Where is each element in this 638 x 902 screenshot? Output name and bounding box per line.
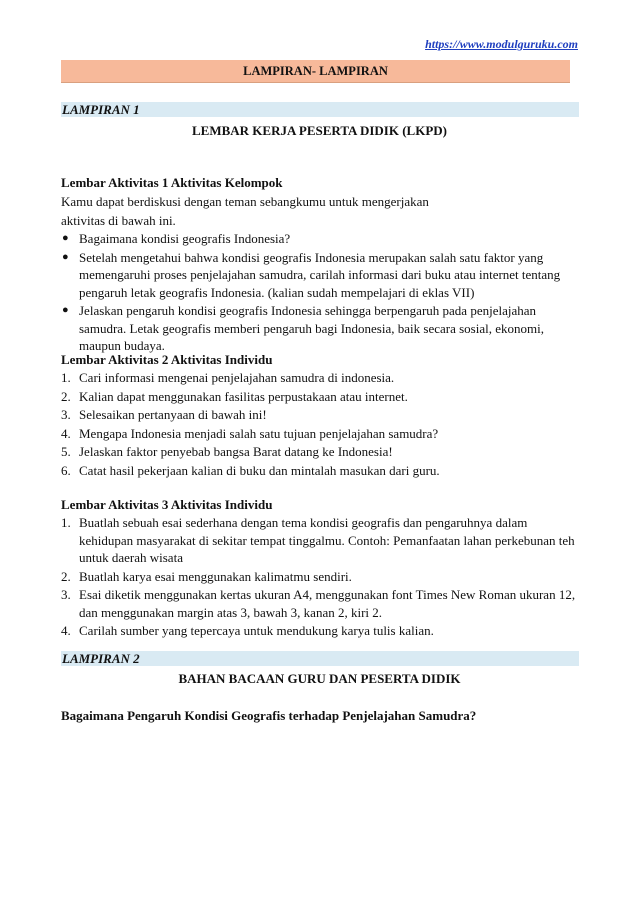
list-number: 1. <box>61 370 71 385</box>
list-item-text: Setelah mengetahui bahwa kondisi geografis Indonesia merupakan salah satu faktor yang memengaruhi proses penjelajahan samudra, carilah informasi dari buku atau internet tentang pengaruh letak geografis Indonesia. (kalian sudah mempelajari di eklas VII) <box>79 249 561 300</box>
list-item <box>61 369 581 387</box>
bullet-icon: ● <box>62 250 69 263</box>
list-item <box>61 302 581 355</box>
list-number: 2. <box>61 388 71 404</box>
aktivitas-2-list <box>61 369 581 479</box>
list-item-text: Kalian dapat menggunakan fasilitas perpustakaan atau internet. <box>79 388 408 404</box>
list-item <box>61 586 581 621</box>
list-item <box>61 425 581 443</box>
list-number: 4. <box>61 425 71 441</box>
list-number: 3. <box>61 587 71 602</box>
list-item <box>61 388 581 406</box>
lampiran-title-banner: LAMPIRAN- LAMPIRAN <box>61 60 570 83</box>
list-item-text: Buatlah karya esai menggunakan kalimatmu sendiri. <box>79 568 352 584</box>
list-number: 3. <box>61 407 71 422</box>
list-number: 2. <box>61 568 71 584</box>
aktivitas-3-heading: Lembar Aktivitas 3 Aktivitas Individu <box>61 497 273 512</box>
list-item <box>61 443 581 461</box>
list-item-text: Jelaskan pengaruh kondisi geografis Indonesia sehingga berpengaruh pada penjelajahan samudra. Letak geografis memberi pengaruh bagi Indonesia, baik secara sosial, ekonomi, maupun budaya. <box>79 303 544 353</box>
aktivitas-1-intro-line-2: aktivitas di bawah ini. <box>61 213 176 228</box>
aktivitas-3-list <box>61 514 581 640</box>
list-item-text: Catat hasil pekerjaan kalian di buku dan mintalah masukan dari guru. <box>79 462 440 478</box>
list-item <box>61 568 581 586</box>
list-item <box>61 230 581 248</box>
aktivitas-1-section <box>61 173 581 356</box>
list-item <box>61 622 581 640</box>
lkpd-title: LEMBAR KERJA PESERTA DIDIK (LKPD) <box>192 123 447 138</box>
reading-question-heading: Bagaimana Pengaruh Kondisi Geografis terhadap Penjelajahan Samudra? <box>61 708 477 723</box>
aktivitas-1-intro-line-1: Kamu dapat berdiskusi dengan teman sebangkumu untuk mengerjakan <box>61 194 429 209</box>
aktivitas-2-section <box>61 350 581 480</box>
lampiran-2-label: LAMPIRAN 2 <box>61 651 579 666</box>
bullet-icon: ● <box>62 232 69 244</box>
list-item <box>61 462 581 480</box>
list-item-text: Esai diketik menggunakan kertas ukuran A4, menggunakan font Times New Roman ukuran 12, dan menggunakan margin atas 3, bawah 3, kanan 2, kiri 2. <box>79 587 576 620</box>
list-number: 4. <box>61 623 71 638</box>
list-item-text: Mengapa Indonesia menjadi salah satu tujuan penjelajahan samudra? <box>79 425 439 441</box>
list-item-text: Bagaimana kondisi geografis Indonesia? <box>79 231 291 246</box>
bullet-icon: ● <box>62 304 69 316</box>
aktivitas-1-heading: Lembar Aktivitas 1 Aktivitas Kelompok <box>61 175 283 190</box>
lampiran-1-label: LAMPIRAN 1 <box>61 102 579 117</box>
list-number: 5. <box>61 444 71 459</box>
bahan-bacaan-title: BAHAN BACAAN GURU DAN PESERTA DIDIK <box>178 671 461 686</box>
aktivitas-3-section <box>61 495 581 641</box>
list-number: 1. <box>61 515 71 530</box>
aktivitas-2-heading: Lembar Aktivitas 2 Aktivitas Individu <box>61 352 273 367</box>
list-item <box>61 514 581 567</box>
list-number: 6. <box>61 462 71 478</box>
list-item <box>61 406 581 424</box>
list-item-text: Carilah sumber yang tepercaya untuk mendukung karya tulis kalian. <box>79 623 434 638</box>
source-url-link[interactable]: https://www.modulguruku.com <box>425 37 578 51</box>
aktivitas-1-list <box>61 230 581 355</box>
list-item-text: Jelaskan faktor penyebab bangsa Barat datang ke Indonesia! <box>79 444 393 459</box>
list-item-text: Cari informasi mengenai penjelajahan samudra di indonesia. <box>79 370 395 385</box>
list-item-text: Selesaikan pertanyaan di bawah ini! <box>79 407 267 422</box>
list-item-text: Buatlah sebuah esai sederhana dengan tema kondisi geografis dan pengaruhnya dalam kehidupan masyarakat di sekitar tempat tinggalmu. Contoh: Pemanfaatan lahan perkebunan teh untuk daerah wisata <box>79 515 575 565</box>
list-item <box>61 249 581 302</box>
